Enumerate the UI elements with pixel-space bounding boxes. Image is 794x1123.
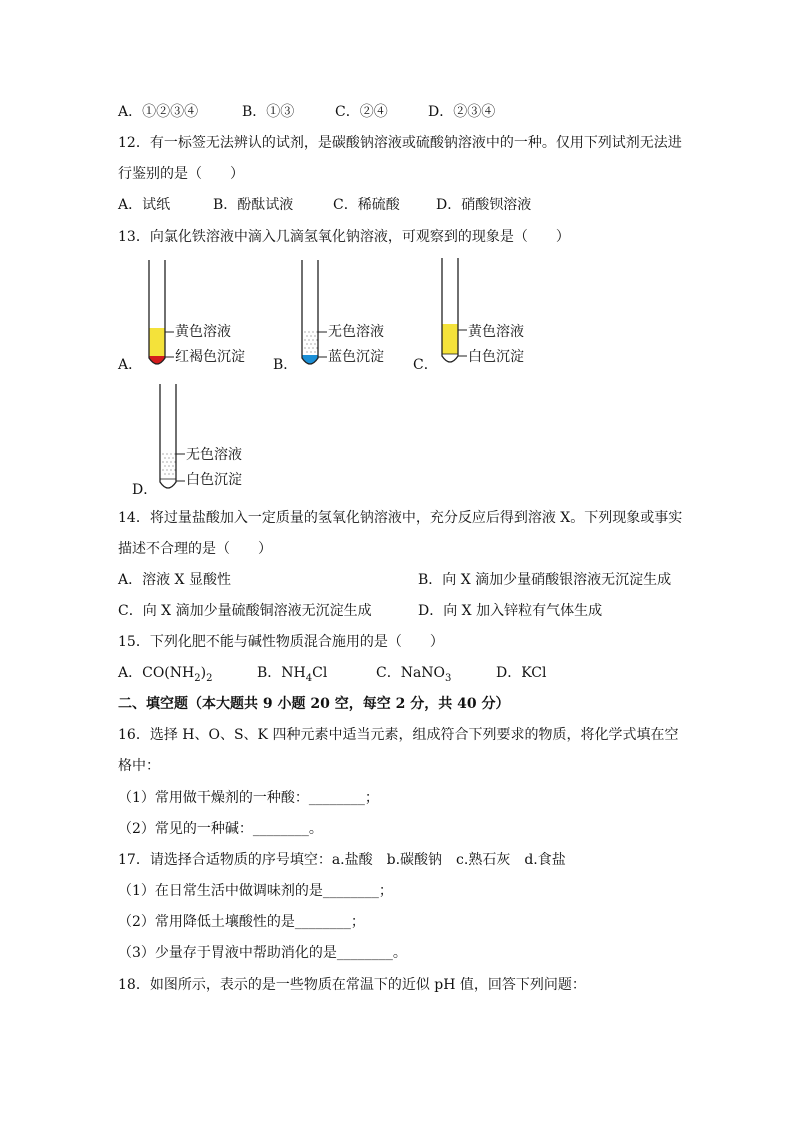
q13-option-b-top-label: 无色溶液 [328,324,384,340]
q13-option-a-top-label: 黄色溶液 [175,324,231,340]
q12-option-d: D．硝酸钡溶液 [436,197,532,213]
q16-stem-line1: 16．选择 H、O、S、K 四种元素中适当元素，组成符合下列要求的物质，将化学式填在空 [118,727,679,743]
section-2-heading: 二、填空题（本大题共 9 小题 20 空，每空 2 分，共 40 分） [118,696,510,712]
q14-option-b: B．向 X 滴加少量硝酸银溶液无沉淀生成 [418,572,672,588]
q12-option-b: B．酚酞试液 [213,197,294,213]
q17-sub2: （2）常用降低土壤酸性的是________； [118,914,365,930]
q11-option-d: D．②③④ [428,104,496,120]
q16-sub1: （1）常用做干燥剂的一种酸：________； [118,790,379,806]
q13-stem: 13．向氯化铁溶液中滴入几滴氢氧化钠溶液，可观察到的现象是（ ） [118,229,570,245]
q13-option-b-letter: B． [273,357,298,373]
q15-option-b: B．$NH_4Cl$ [257,665,328,684]
q17-sub3: （3）少量存于胃液中帮助消化的是________。 [118,945,407,961]
q13-option-b-bottom-label: 蓝色沉淀 [328,349,384,365]
q17-sub1: （1）在日常生活中做调味剂的是________； [118,883,393,899]
q13-option-d-bottom-label: 白色沉淀 [186,472,242,488]
q14-option-d: D．向 X 加入锌粒有气体生成 [418,603,603,619]
q13-option-c-test-tube [436,256,468,366]
q13-option-a-letter: A． [118,357,143,373]
q16-sub2: （2）常见的一种碱：________。 [118,821,323,837]
q18-stem: 18．如图所示，表示的是一些物质在常温下的近似 pH 值，回答下列问题： [118,977,586,993]
q13-option-c-letter: C． [413,357,438,373]
q16-stem-line2: 格中： [118,758,160,774]
q14-stem-line2: 描述不合理的是（ ） [118,541,272,557]
q11-option-b: B．①③ [242,104,295,120]
q11-option-c: C．②④ [335,104,388,120]
q14-stem-line1: 14．将过量盐酸加入一定质量的氢氧化钠溶液中，充分反应后得到溶液 X。下列现象或事实 [118,510,683,526]
q12-stem-line1: 12．有一标签无法辨认的试剂，是碳酸钠溶液或硫酸钠溶液中的一种。仅用下列试剂无法进 [118,135,682,151]
q13-option-d-test-tube [154,382,186,492]
q13-option-b-test-tube [296,258,328,368]
q12-option-c: C．稀硫酸 [333,197,400,213]
q13-option-d-top-label: 无色溶液 [186,447,242,463]
q13-option-a-bottom-label: 红褐色沉淀 [175,349,245,365]
q13-option-c-bottom-label: 白色沉淀 [468,349,524,365]
q15-option-a: A．$CO(NH_2)_2$ [118,665,213,684]
q15-stem: 15．下列化肥不能与碱性物质混合施用的是（ ） [118,634,444,650]
q14-option-c: C．向 X 滴加少量硫酸铜溶液无沉淀生成 [118,603,372,619]
q12-option-a: A．试纸 [118,197,171,213]
q13-option-a-test-tube [143,258,175,368]
q17-stem: 17．请选择合适物质的序号填空：a.盐酸 b.碳酸钠 c.熟石灰 d.食盐 [118,852,566,868]
q12-stem-line2: 行鉴别的是（ ） [118,166,244,182]
q15-option-c: C．NaNO$_3$ [376,665,452,684]
q13-option-d-letter: D． [132,482,158,498]
q11-option-a: A．①②③④ [118,104,199,120]
q13-option-c-top-label: 黄色溶液 [468,324,524,340]
q14-option-a: A．溶液 X 显酸性 [118,572,231,588]
q15-option-d: D．KCl [496,665,547,681]
